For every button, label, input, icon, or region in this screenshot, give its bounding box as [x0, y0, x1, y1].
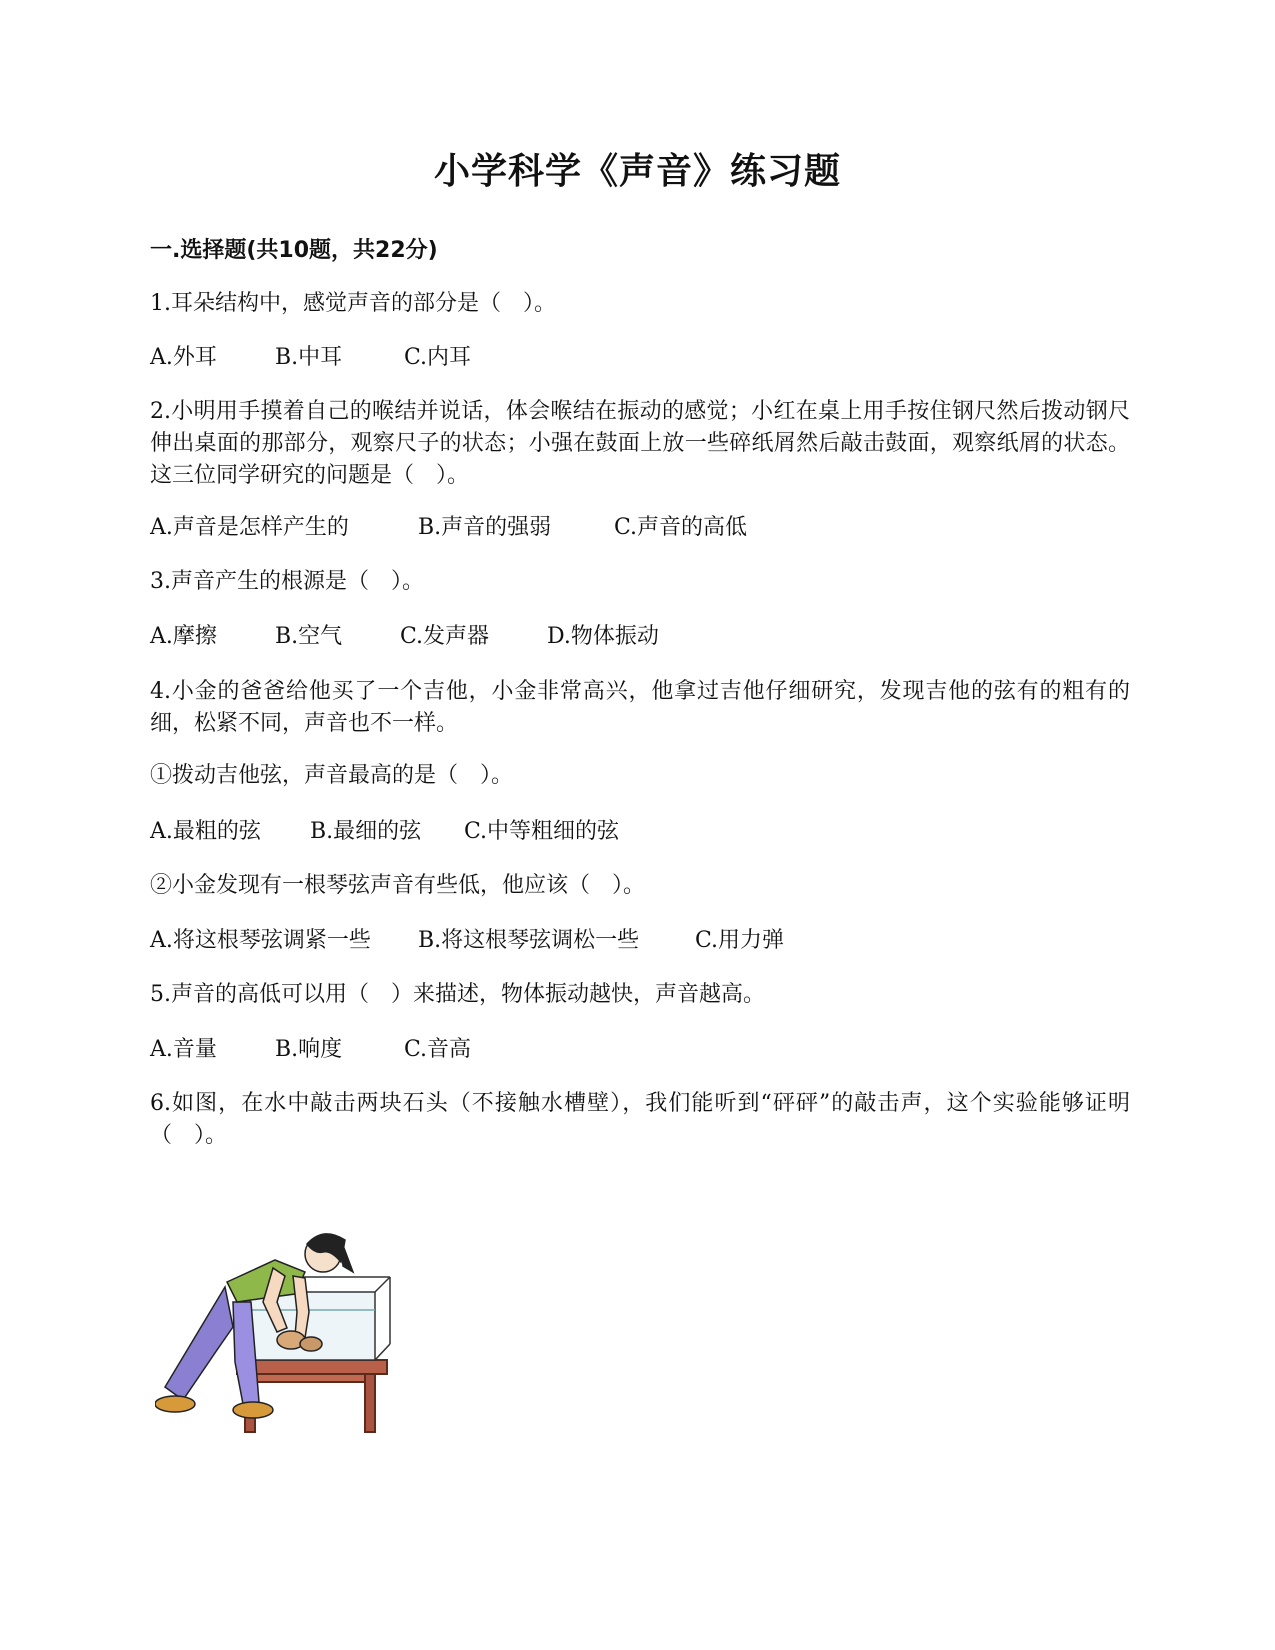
question-3-options	[150, 621, 659, 653]
option-a: A.最粗的弦	[150, 819, 261, 844]
option-a: A.摩擦	[150, 624, 217, 649]
question-5-stem: 5.声音的高低可以用（ ）来描述，物体振动越快，声音越高。	[150, 982, 765, 1007]
option-c: C.内耳	[404, 345, 472, 370]
document-title: 小学科学《声音》练习题	[433, 151, 841, 192]
question-6-stem: 6.如图，在水中敲击两块石头（不接触水槽壁），我们能听到“砰砰”的敲击声，这个实验能够证明（ ）。	[150, 1091, 1130, 1148]
question-4-sub-1-options	[150, 816, 619, 848]
option-c: C.用力弹	[695, 928, 785, 953]
table-icon	[237, 1360, 387, 1432]
option-b: B.中耳	[275, 345, 343, 370]
option-b: B.声音的强弱	[418, 515, 552, 540]
option-b: B.最细的弦	[310, 819, 422, 844]
section-heading: 一.选择题(共10题，共22分)	[150, 238, 438, 263]
option-a: A.音量	[150, 1037, 217, 1062]
option-b: B.空气	[275, 624, 343, 649]
question-2-stem: 2.小明用手摸着自己的喉结并说话，体会喉结在振动的感觉；小红在桌上用手按住钢尺然后拨动钢尺伸出桌面的那部分，观察尺子的状态；小强在鼓面上放一些碎纸屑然后敲击鼓面，观察纸屑的状态。这三位同学研究的问题是（ ）。	[150, 399, 1130, 488]
option-b: B.响度	[275, 1037, 343, 1062]
option-d: D.物体振动	[547, 624, 659, 649]
boy-striking-stones-in-water-tank-illustration	[155, 1232, 400, 1442]
option-a: A.将这根琴弦调紧一些	[150, 928, 371, 953]
question-4-sub-1-stem: ①拨动吉他弦，声音最高的是（ ）。	[150, 763, 514, 788]
option-c: C.声音的高低	[614, 515, 748, 540]
option-b: B.将这根琴弦调松一些	[418, 928, 640, 953]
question-2-options	[150, 512, 747, 544]
option-c: C.音高	[404, 1037, 472, 1062]
option-c: C.中等粗细的弦	[464, 819, 620, 844]
question-4-stem: 4.小金的爸爸给他买了一个吉他，小金非常高兴，他拿过吉他仔细研究，发现吉他的弦有的粗有的细，松紧不同，声音也不一样。	[150, 679, 1130, 736]
option-c: C.发声器	[400, 624, 490, 649]
question-1-options	[150, 342, 471, 374]
option-a: A.声音是怎样产生的	[150, 515, 349, 540]
option-a: A.外耳	[150, 345, 217, 370]
question-1-stem: 1.耳朵结构中，感觉声音的部分是（ ）。	[150, 291, 556, 316]
question-3-stem: 3.声音产生的根源是（ ）。	[150, 569, 424, 594]
question-4-sub-2-options	[150, 925, 784, 957]
question-4-sub-2-stem: ②小金发现有一根琴弦声音有些低，他应该（ ）。	[150, 873, 646, 898]
question-5-options	[150, 1034, 471, 1066]
